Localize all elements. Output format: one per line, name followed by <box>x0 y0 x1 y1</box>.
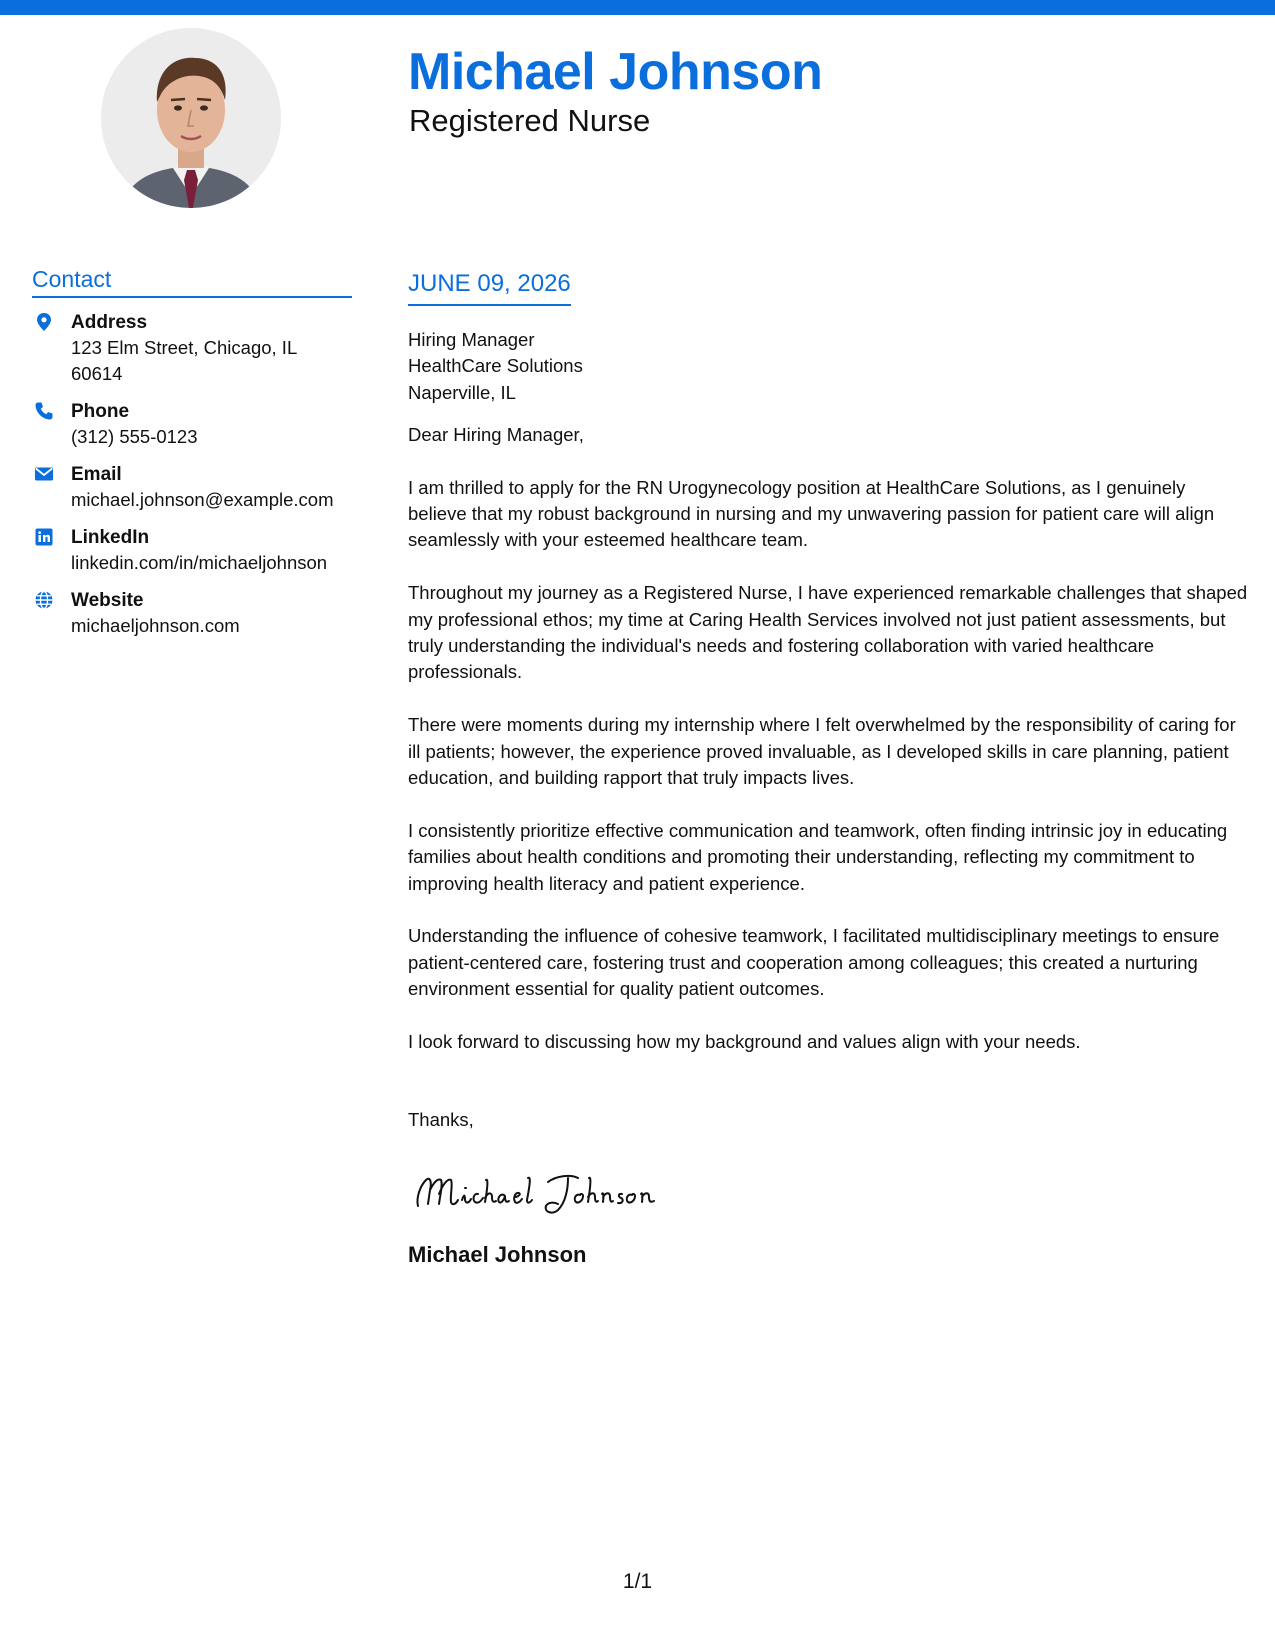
contact-value: linkedin.com/in/michaeljohnson <box>71 552 328 573</box>
contact-value: michaeljohnson.com <box>71 615 240 636</box>
envelope-icon <box>34 464 54 484</box>
contact-value: 123 Elm Street, Chicago, IL 60614 <box>71 337 297 384</box>
recipient-line: Naperville, IL <box>408 381 516 403</box>
contact-value: michael.johnson@example.com <box>71 489 334 510</box>
handwritten-signature <box>408 1164 658 1220</box>
body-paragraph: I consistently prioritize effective communication and teamwork, often finding intrinsic joy in educating families about health conditions and promoting their understanding, reflecting my commitment to improving health literacy and patient experience. <box>408 819 1228 894</box>
body-paragraph: There were moments during my internship where I felt overwhelmed by the responsibility of caring for ill patients; however, the experience proved invaluable, as I developed skills in care planning, patient education, and building rapport that truly impacts lives. <box>408 714 1236 789</box>
contact-item-email <box>32 462 362 513</box>
recipient-line: HealthCare Solutions <box>408 355 583 377</box>
contact-label: Phone <box>71 401 130 422</box>
contact-label: Address <box>71 312 148 333</box>
applicant-role: Registered Nurse <box>409 103 651 138</box>
page-number: 1/1 <box>622 1570 653 1593</box>
contact-item-website <box>32 588 362 639</box>
profile-photo <box>101 28 281 208</box>
body-paragraph: Understanding the influence of cohesive teamwork, I facilitated multidisciplinary meetings to ensure patient-centered care, fostering trust and cooperation among colleagues; this created a nurturing environment essential for quality patient outcomes. <box>408 925 1220 1000</box>
closing: Thanks, <box>408 1109 474 1131</box>
contact-label: Website <box>71 590 144 611</box>
contact-item-address <box>32 310 362 387</box>
contact-label: Email <box>71 464 122 485</box>
body-paragraph: I look forward to discussing how my background and values align with your needs. <box>408 1031 1081 1053</box>
recipient-block <box>408 327 1248 406</box>
applicant-name: Michael Johnson <box>408 43 823 101</box>
globe-icon <box>34 590 54 610</box>
body-paragraph: I am thrilled to apply for the RN Urogynecology position at HealthCare Solutions, as I genuinely believe that my robust background in nursing and my unwavering passion for patient care will align seamlessly with your esteemed healthcare team. <box>408 476 1215 551</box>
map-pin-icon <box>34 312 54 332</box>
top-accent-bar <box>0 0 1275 15</box>
contact-value: (312) 555-0123 <box>71 426 198 447</box>
contact-item-linkedin <box>32 525 362 576</box>
body-paragraph: Throughout my journey as a Registered Nurse, I have experienced remarkable challenges that shaped my professional ethos; my time at Caring Health Services involved not just patient assessments, but truly understanding the individual's needs and fostering collaboration with varied healthcare professionals. <box>408 582 1248 683</box>
contact-list <box>32 310 362 651</box>
signer-name: Michael Johnson <box>408 1241 587 1267</box>
letter-body <box>408 327 1248 1268</box>
contact-label: LinkedIn <box>71 527 150 548</box>
contact-item-phone <box>32 399 362 450</box>
phone-icon <box>34 401 54 421</box>
letter-date: JUNE 09, 2026 <box>408 270 571 306</box>
salutation: Dear Hiring Manager, <box>408 424 584 446</box>
contact-section-title: Contact <box>32 266 352 298</box>
linkedin-icon <box>34 527 54 547</box>
recipient-line: Hiring Manager <box>408 329 535 350</box>
